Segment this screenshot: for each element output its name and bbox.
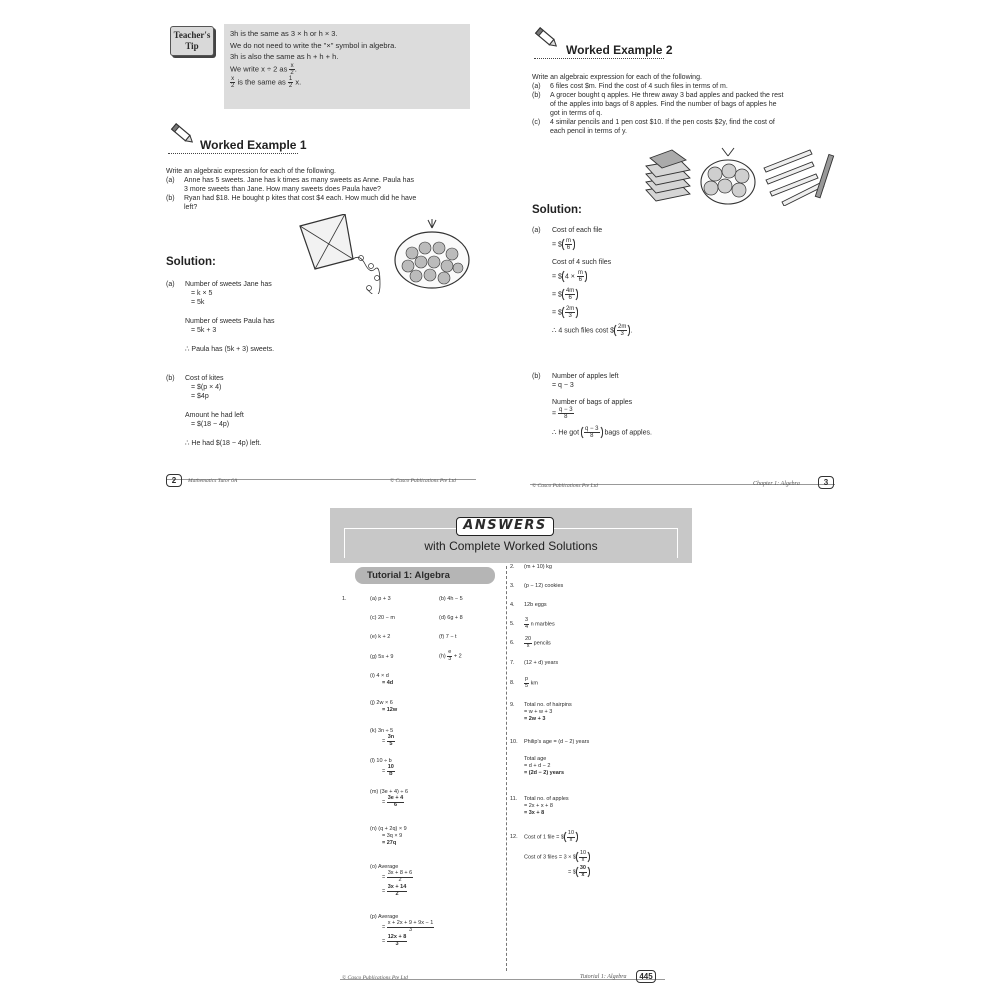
footer-chapter: Tutorial 1: Algebra bbox=[580, 974, 627, 980]
solution-heading: Solution: bbox=[166, 256, 216, 268]
solution-1b: (b) Cost of kites = $(p × 4) = $4p Amount he had left = $(18 − 4p) ∴ He had $(18 − 4p) left. bbox=[166, 375, 262, 447]
worked-example-1-title: Worked Example 1 bbox=[200, 138, 307, 152]
answers-subtitle: with Complete Worked Solutions bbox=[424, 539, 598, 553]
we1-questions: Write an algebraic expression for each of the following. (a) Anne has 5 sweets. Jane has k times as many sweets as Anne. Paula has 3 more sweets than Jane. How many sweets does Paula have? (b) Ryan had $18. He bought p kites that cost $4 each. How much did he have left? bbox=[166, 168, 417, 211]
footer-publisher: © Casco Publications Pte Ltd bbox=[342, 975, 408, 981]
title-underline bbox=[534, 58, 664, 59]
solution-2a: (a) Cost of each file = $ $\frac{m}{6}$ Cost of 4 such files = $ 4 × $\frac{m}{6}$ = $ $\frac{4m}{6}$ = $ $\frac{2m}{3}$ ∴ 4 such files cost $ $\frac{2m}{3}$ . bbox=[532, 227, 633, 337]
column-divider bbox=[506, 566, 507, 971]
answers-title: ANSWERS bbox=[456, 517, 554, 536]
solution-heading: Solution: bbox=[532, 204, 582, 216]
footer-book-title: Mathematics Tutor 6A bbox=[188, 478, 238, 484]
title-underline bbox=[168, 153, 298, 154]
apples-bag-illustration bbox=[698, 146, 758, 206]
answers-page-445: ANSWERS with Complete Worked Solutions Tutorial 1: Algebra 1. (a) p + 3 (b) 4h − 5 (c) 20 − m (d) 6g + 8 (e) k + 2 (f) 7 − t (g) 5s + 9 (h) $\frac{e}{3}$ + 2 (i) 4 × d = 4d (j) 2w × 6 = 12w (k) 3n ÷ 5 = $\frac{3n}{5}$ (l) 10 ÷ b = $\frac{10}{b}$ (m) (3e + 4) ÷ 6 = $\frac{3e + 4}{6}$ (n) (q + 2q) × 9 = 3q × 9 = 27q (o) Average = $\frac{3x + 8 + 6}{2}$ = $\frac{3x + 14}{2}$ (p) Average = $\frac{x + 2x + 9 + 9x - 1}{3}$ = $\frac{12x + 8}{3}$ 2. (m + 10) kg 3. (p − 12) cookies 4. 12b eggs 5. $\frac{3}{4}$ n marbles 6. $\frac{20}{x}$ pencils 7. (12 + d) years 8. $\frac{p}{5}$ km 9. Total no. of hairpins = w + w + 3 = 2w + 3 10. Philip's age = (d − 2) years Total age = d + d − 2 = (2d − 2) years 11. Total no. of apples = 2x + x + 8 = 3x + 8 12. Cost of 1 file = $ $\frac{10}{x}$ Cost of 3 files = 3 × $ $\frac{10}{x}$ = $ $\frac{30}{x}$ © Casco Publications Pte Ltd Tutorial 1: Algebra 445 bbox=[330, 508, 692, 988]
page-number: 3 bbox=[818, 476, 834, 489]
footer-publisher: © Casco Publications Pte Ltd bbox=[390, 478, 456, 484]
teachers-tip-badge: Teacher's Tip bbox=[170, 26, 214, 56]
tutorial-heading: Tutorial 1: Algebra bbox=[355, 567, 495, 584]
files-illustration bbox=[642, 148, 694, 203]
footer-publisher: © Casco Publications Pte Ltd bbox=[532, 483, 598, 489]
solution-2b: (b) Number of apples left = q − 3 Number of bags of apples = $\frac{q - 3}{8}$ ∴ He got $\frac{q - 3}{8}$ bags of apples. bbox=[532, 373, 652, 439]
footer-chapter: Chapter 1: Algebra bbox=[753, 481, 800, 487]
page-number: 445 bbox=[636, 970, 656, 983]
solution-1a: (a) Number of sweets Jane has = k × 5 = 5k Number of sweets Paula has = 5k + 3 ∴ Paula has (5k + 3) sweets. bbox=[166, 281, 275, 353]
page-number: 2 bbox=[166, 474, 182, 487]
pencils-illustration bbox=[760, 146, 840, 206]
worked-example-2-title: Worked Example 2 bbox=[566, 43, 673, 57]
pencil-icon bbox=[532, 24, 560, 52]
we2-questions: Write an algebraic expression for each of the following. (a) 6 files cost $m. Find the cost of 4 such files in terms of m. (b) A grocer bought q apples. He threw away 3 bad apples and packed the rest of the apples into bags of 8 apples. Find the number of bags of apples he got in terms of q. (c) 4 similar pencils and 1 pen cost $10. If the pen costs $2y, find the cost of each pencil in terms of y. bbox=[532, 74, 784, 135]
teachers-tip-box: 3h is the same as 3 × h or h × 3. We do not need to write the "×" symbol in algebra. 3h is also the same as h + h + h. We write x ÷ 2 as $\frac{x}{2}$ . $\frac{x}{2}$ is the same as $\frac{1}{2}$ x. bbox=[224, 24, 470, 109]
textbook-page-2 bbox=[160, 18, 485, 493]
pencil-icon bbox=[168, 120, 196, 148]
textbook-page-3 bbox=[520, 18, 845, 493]
